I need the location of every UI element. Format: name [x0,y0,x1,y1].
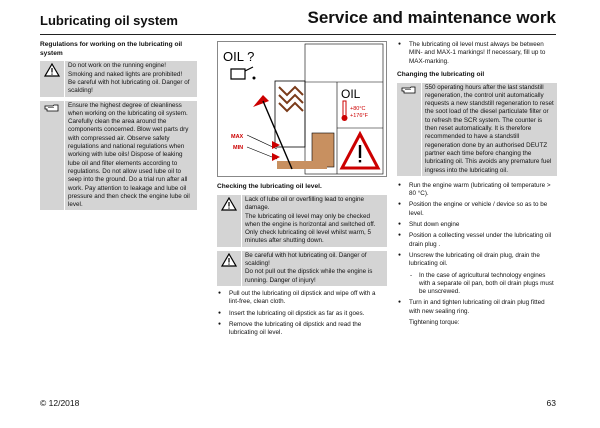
warning-box-2 [217,195,387,247]
section-title: Lubricating oil system [40,13,178,28]
list-item: ● Turn in and tighten lubricating oil drain plug fitted with new sealing ring. [397,299,557,316]
info-text: Ensure the highest degree of cleanliness when working on the lubricating oil system. Carefully clean the area around the components concerned. Blow wet parts dry with compressed air. Observe safety regulations and national regulations when working with lube oils! Dispose of leaking lube oil and filter elements according to regulations. Do not allow used lube oil to seep into the ground. Do a trial run after all work. Pay attention to leakage and lube oil pressure and then check the engine lube oil level. [68,101,190,209]
changing-steps [397,182,557,269]
warning-line: Only check lubricating oil level whilst warm, 5 minutes after shutting down. [245,229,371,245]
warning-line: Lack of lube oil or overfilling lead to engine damage. [245,196,365,212]
checking-heading: Checking the lubricating oil level. [217,183,322,191]
substep: - In the case of agricultural technology engines with a separate oil pan, both oil drain plugs must be unscrewed. [397,272,557,297]
warning-triangle-icon [217,251,242,286]
info-box-1 [40,101,197,211]
torque-label: Tightening torque: [409,319,460,327]
checking-steps [217,290,387,337]
min-label: MIN [233,145,244,151]
oil-level-figure [217,41,387,177]
warning-line: Be careful with hot lubricating oil. Danger of scalding! [68,79,190,95]
list-item: ● Run the engine warm (lubricating oil temperature > 80 °C). [397,182,557,199]
header-rule [40,34,556,35]
column-right [397,41,557,328]
warning-box-3 [217,251,387,286]
warning-line: Smoking and naked lights are prohibited! [68,70,183,78]
list-item: ● Shut down engine [397,221,557,229]
list-item: ● The lubricating oil level must always be between MIN- and MAX-1 markings! If necessary, fill up to MAX-marking. [397,41,557,66]
list-item: ● Position the engine or vehicle / device so as to be level. [397,201,557,218]
oil-label: OIL [341,87,361,101]
warning-line: Do not work on the running engine! [68,62,167,70]
column-left [40,41,197,214]
temperature-f: +176°F [350,113,368,119]
warning-line: Be careful with hot lubricating oil. Danger of scalding! [245,251,367,268]
changing-heading: Changing the lubricating oil [397,70,485,78]
oil-question-label: OIL ? [223,49,255,64]
max-label: MAX [231,134,244,140]
list-item: ● Insert the lubricating oil dipstick as far as it goes. [217,310,387,318]
regulations-heading: Regulations for working on the lubricating oil system [40,41,183,57]
warning-line: The lubricating oil level may only be checked when the engine is horizontal and switched off. [245,212,376,228]
temperature-c: +80°C [350,106,366,112]
column-middle [217,41,387,340]
chapter-title: Service and maintenance work [307,8,556,27]
list-item: ● Position a collecting vessel under the lubricating oil drain plug . [397,232,557,249]
info-text: 550 operating hours after the last standstill regeneration, the control unit automatically requests a new standstill regeneration to reset the soot load of the diesel particulate filter or to refresh the SCR system. The counter is then reset automatically. It is therefore recommended to have a standstill regeneration done by an authorised DEUTZ partner each time before changing the lubricating oil. This avoids any premature fuel ingress into the lubricating oil. [425,83,554,174]
list-item: ● Pull out the lubricating oil dipstick and wipe off with a lint-free, clean cloth. [217,290,387,307]
warning-triangle-icon [217,195,242,247]
warning-box-1 [40,61,197,96]
pointing-hand-icon [397,83,422,176]
pointing-hand-icon [40,101,65,211]
page-number: 63 [546,398,556,408]
list-item: ● Remove the lubricating oil dipstick and read the lubricating oil level. [217,321,387,338]
info-box-2 [397,83,557,176]
footer-date: © 12/2018 [40,398,80,408]
list-item: ● Unscrew the lubricating oil drain plug, drain the lubricating oil. [397,252,557,269]
warning-line: Do not pull out the dipstick while the engine is running. Danger of injury! [245,268,373,284]
warning-triangle-icon [40,61,65,96]
